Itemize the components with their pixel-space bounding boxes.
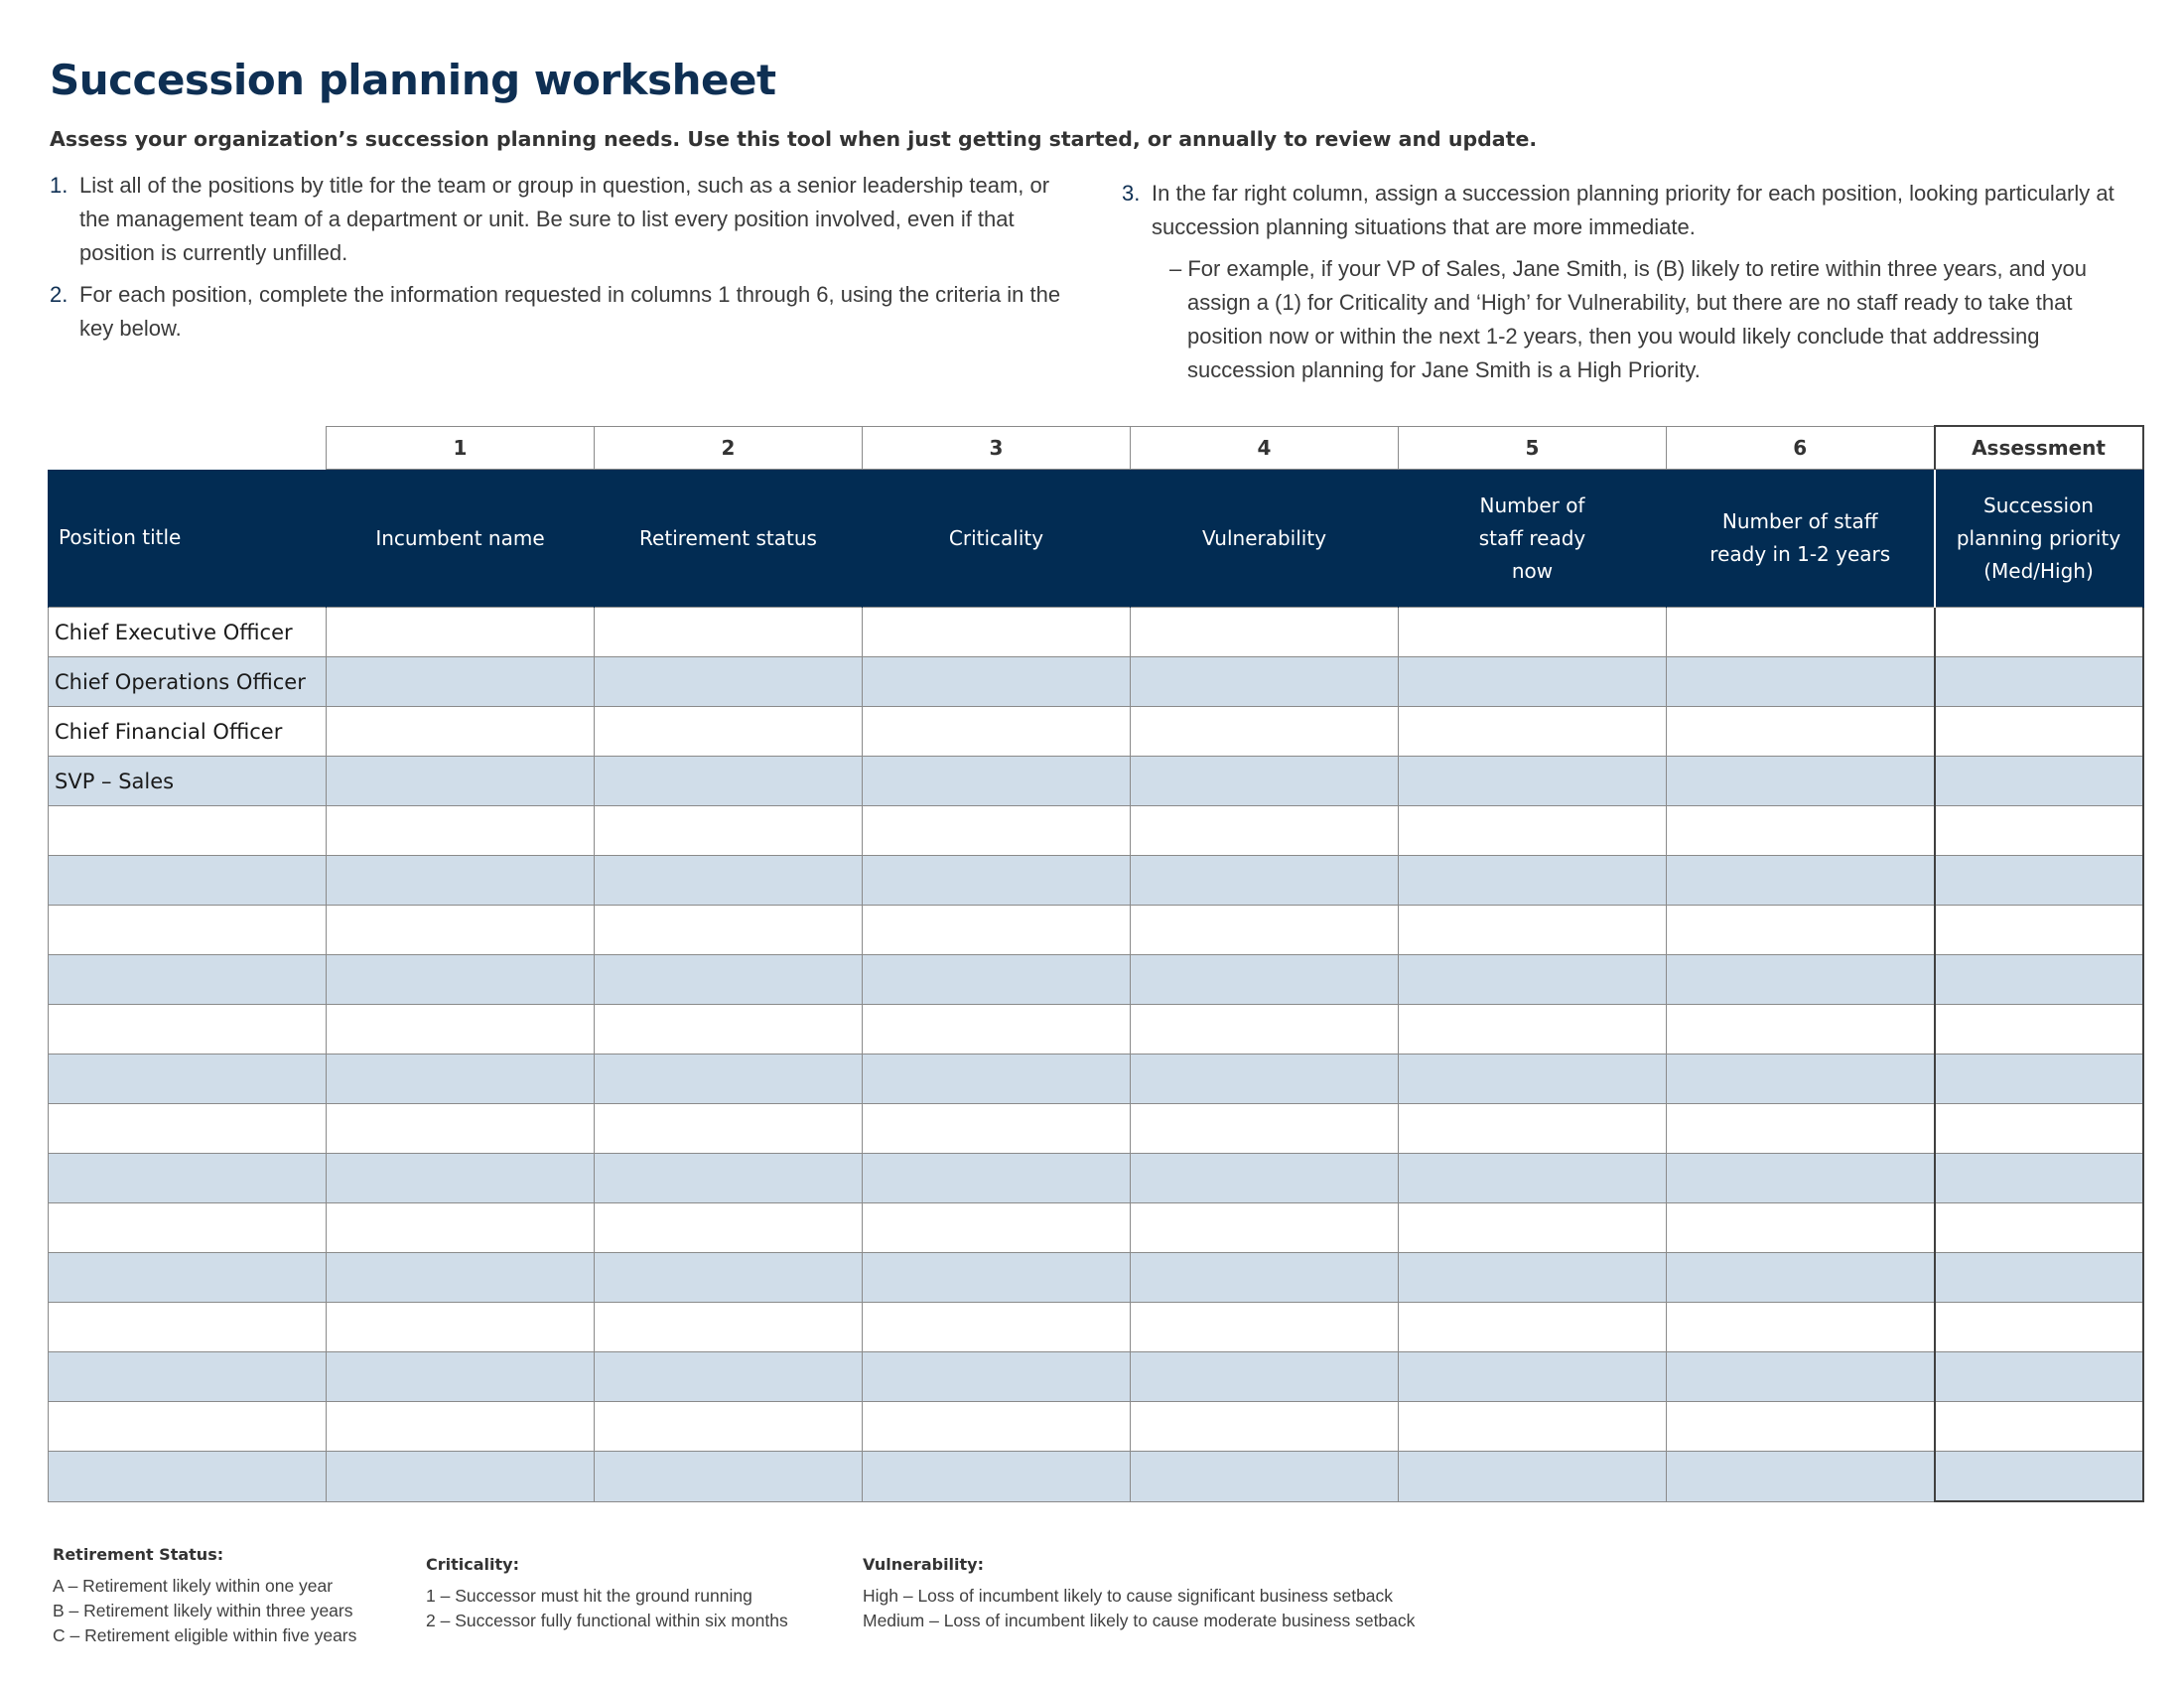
entry-cell[interactable] xyxy=(595,757,863,806)
entry-cell[interactable] xyxy=(327,608,595,657)
entry-cell[interactable] xyxy=(327,757,595,806)
entry-cell[interactable] xyxy=(1667,657,1935,707)
entry-cell[interactable] xyxy=(327,1055,595,1104)
priority-cell[interactable] xyxy=(1935,1352,2143,1402)
key-item: B – Retirement likely within three years xyxy=(53,1601,353,1620)
table-row xyxy=(49,955,2143,1005)
table-row xyxy=(49,707,2143,757)
instruction-step-2 xyxy=(50,278,1072,346)
position-title-cell[interactable] xyxy=(49,1154,327,1203)
entry-cell[interactable] xyxy=(1667,1303,1935,1352)
key-item: 2 – Successor fully functional within six months xyxy=(426,1611,788,1630)
entry-cell[interactable] xyxy=(863,906,1131,955)
entry-cell[interactable] xyxy=(1667,1452,1935,1502)
step-number: 2. xyxy=(50,282,68,307)
table-row xyxy=(49,1303,2143,1352)
table-row xyxy=(49,1452,2143,1502)
entry-cell[interactable] xyxy=(863,1452,1131,1502)
table-row xyxy=(49,657,2143,707)
entry-cell[interactable] xyxy=(327,856,595,906)
entry-cell[interactable] xyxy=(863,856,1131,906)
entry-cell[interactable] xyxy=(863,1104,1131,1154)
header-row xyxy=(49,470,2143,608)
instruction-step-1 xyxy=(50,169,1072,270)
entry-cell[interactable] xyxy=(1667,757,1935,806)
header-vulnerability: Vulnerability xyxy=(1131,470,1399,608)
entry-cell[interactable] xyxy=(595,955,863,1005)
entry-cell[interactable] xyxy=(1131,1253,1399,1303)
table-row xyxy=(49,1055,2143,1104)
key-vulnerability xyxy=(863,1555,1415,1633)
position-title-cell[interactable]: SVP – Sales xyxy=(49,757,327,806)
entry-cell[interactable] xyxy=(327,1154,595,1203)
column-number-row xyxy=(49,426,2143,470)
entry-cell[interactable] xyxy=(863,1352,1131,1402)
page-subtitle: Assess your organization’s succession planning needs. Use this tool when just getting started, or annually to review and update. xyxy=(50,127,1538,151)
position-title-cell[interactable] xyxy=(49,806,327,856)
entry-cell[interactable] xyxy=(1399,757,1667,806)
entry-cell[interactable] xyxy=(327,1402,595,1452)
key-retirement-status xyxy=(53,1545,356,1648)
priority-cell[interactable] xyxy=(1935,1104,2143,1154)
entry-cell[interactable] xyxy=(1399,608,1667,657)
position-title-cell[interactable] xyxy=(49,906,327,955)
entry-cell[interactable] xyxy=(1131,1104,1399,1154)
header-retirement-status: Retirement status xyxy=(595,470,863,608)
entry-cell[interactable] xyxy=(595,1402,863,1452)
position-title-cell[interactable] xyxy=(49,1452,327,1502)
priority-cell[interactable] xyxy=(1935,1154,2143,1203)
priority-cell[interactable] xyxy=(1935,707,2143,757)
entry-cell[interactable] xyxy=(1667,1154,1935,1203)
key-item: High – Loss of incumbent likely to cause significant business setback xyxy=(863,1586,1394,1606)
header-succession-priority-text: Succession planning priority (Med/High) xyxy=(1956,492,2121,583)
entry-cell[interactable] xyxy=(1667,955,1935,1005)
table-row xyxy=(49,856,2143,906)
entry-cell[interactable] xyxy=(595,608,863,657)
priority-cell[interactable] xyxy=(1935,906,2143,955)
position-title-cell[interactable] xyxy=(49,1352,327,1402)
header-criticality: Criticality xyxy=(863,470,1131,608)
entry-cell[interactable] xyxy=(595,707,863,757)
position-title-cell[interactable] xyxy=(49,1203,327,1253)
entry-cell[interactable] xyxy=(1131,1303,1399,1352)
key-heading: Vulnerability: xyxy=(863,1555,984,1574)
entry-cell[interactable] xyxy=(327,955,595,1005)
entry-cell[interactable] xyxy=(1399,1253,1667,1303)
entry-cell[interactable] xyxy=(327,1253,595,1303)
entry-cell[interactable] xyxy=(1399,1402,1667,1452)
priority-cell[interactable] xyxy=(1935,1402,2143,1452)
header-incumbent-name: Incumbent name xyxy=(327,470,595,608)
entry-cell[interactable] xyxy=(863,1005,1131,1055)
priority-cell[interactable] xyxy=(1935,806,2143,856)
succession-table xyxy=(48,425,2144,1502)
entry-cell[interactable] xyxy=(1131,806,1399,856)
priority-cell[interactable] xyxy=(1935,856,2143,906)
priority-cell[interactable] xyxy=(1935,757,2143,806)
entry-cell[interactable] xyxy=(1399,955,1667,1005)
entry-cell[interactable] xyxy=(1667,1203,1935,1253)
entry-cell[interactable] xyxy=(327,1005,595,1055)
column-number-4: 4 xyxy=(1131,426,1399,470)
entry-cell[interactable] xyxy=(863,1055,1131,1104)
entry-cell[interactable] xyxy=(327,906,595,955)
table-row xyxy=(49,1203,2143,1253)
entry-cell[interactable] xyxy=(327,1452,595,1502)
position-title-cell[interactable] xyxy=(49,955,327,1005)
entry-cell[interactable] xyxy=(1399,1154,1667,1203)
entry-cell[interactable] xyxy=(1667,1352,1935,1402)
table-row xyxy=(49,608,2143,657)
entry-cell[interactable] xyxy=(595,1352,863,1402)
entry-cell[interactable] xyxy=(863,1154,1131,1203)
entry-cell[interactable] xyxy=(1667,1253,1935,1303)
priority-cell[interactable] xyxy=(1935,1055,2143,1104)
entry-cell[interactable] xyxy=(1131,906,1399,955)
entry-cell[interactable] xyxy=(863,757,1131,806)
step-text: List all of the positions by title for the team or group in question, such as a senior leadership team, or the management team of a department or unit. Be sure to list every position involved, even if that position is currently unfilled. xyxy=(79,173,1050,265)
entry-cell[interactable] xyxy=(1131,1154,1399,1203)
entry-cell[interactable] xyxy=(1399,657,1667,707)
position-title-cell[interactable] xyxy=(49,856,327,906)
entry-cell[interactable] xyxy=(1131,1402,1399,1452)
key-heading: Retirement Status: xyxy=(53,1545,224,1564)
priority-cell[interactable] xyxy=(1935,1452,2143,1502)
priority-cell[interactable] xyxy=(1935,1253,2143,1303)
header-staff-ready-now xyxy=(1399,470,1667,608)
instructions-left xyxy=(50,169,1072,353)
entry-cell[interactable] xyxy=(595,1253,863,1303)
entry-cell[interactable] xyxy=(595,806,863,856)
table-row xyxy=(49,1352,2143,1402)
entry-cell[interactable] xyxy=(1131,1352,1399,1402)
entry-cell[interactable] xyxy=(595,1303,863,1352)
entry-cell[interactable] xyxy=(595,906,863,955)
position-title-cell[interactable] xyxy=(49,1005,327,1055)
entry-cell[interactable] xyxy=(1131,1203,1399,1253)
entry-cell[interactable] xyxy=(1667,707,1935,757)
key-item: C – Retirement eligible within five years xyxy=(53,1625,357,1645)
priority-cell[interactable] xyxy=(1935,657,2143,707)
entry-cell[interactable] xyxy=(595,1154,863,1203)
entry-cell[interactable] xyxy=(1667,856,1935,906)
position-title-cell[interactable] xyxy=(49,1055,327,1104)
table-body xyxy=(49,608,2143,1502)
key-heading: Criticality: xyxy=(426,1555,519,1574)
table-row xyxy=(49,1104,2143,1154)
entry-cell[interactable] xyxy=(863,955,1131,1005)
entry-cell[interactable] xyxy=(1667,806,1935,856)
position-title-cell[interactable]: Chief Executive Officer xyxy=(49,608,327,657)
entry-cell[interactable] xyxy=(1399,1055,1667,1104)
step-text: For each position, complete the information requested in columns 1 through 6, using the criteria in the key below. xyxy=(79,282,1061,341)
entry-cell[interactable] xyxy=(863,1402,1131,1452)
assessment-label: Assessment xyxy=(1935,426,2143,470)
entry-cell[interactable] xyxy=(863,608,1131,657)
entry-cell[interactable] xyxy=(863,806,1131,856)
entry-cell[interactable] xyxy=(327,806,595,856)
entry-cell[interactable] xyxy=(1131,757,1399,806)
entry-cell[interactable] xyxy=(1131,1005,1399,1055)
key-criticality xyxy=(426,1555,788,1633)
entry-cell[interactable] xyxy=(327,1352,595,1402)
entry-cell[interactable] xyxy=(1399,707,1667,757)
entry-cell[interactable] xyxy=(595,1452,863,1502)
entry-cell[interactable] xyxy=(1399,856,1667,906)
entry-cell[interactable] xyxy=(1667,1402,1935,1452)
step-number: 3. xyxy=(1122,181,1141,206)
column-number-5: 5 xyxy=(1399,426,1667,470)
column-number-6: 6 xyxy=(1667,426,1935,470)
entry-cell[interactable] xyxy=(595,1055,863,1104)
entry-cell[interactable] xyxy=(1399,1303,1667,1352)
step-number: 1. xyxy=(50,173,68,198)
header-position-title: Position title xyxy=(49,470,327,608)
entry-cell[interactable] xyxy=(1399,906,1667,955)
step-text: In the far right column, assign a succession planning priority for each position, looking particularly at succession planning situations that are more immediate. xyxy=(1152,181,2115,239)
entry-cell[interactable] xyxy=(1399,1352,1667,1402)
table-row xyxy=(49,806,2143,856)
entry-cell[interactable] xyxy=(1399,806,1667,856)
entry-cell[interactable] xyxy=(327,1303,595,1352)
entry-cell[interactable] xyxy=(1399,1203,1667,1253)
key-item: Medium – Loss of incumbent likely to cause moderate business setback xyxy=(863,1611,1416,1630)
entry-cell[interactable] xyxy=(327,1203,595,1253)
entry-cell[interactable] xyxy=(863,1303,1131,1352)
entry-cell[interactable] xyxy=(1131,608,1399,657)
entry-cell[interactable] xyxy=(863,1203,1131,1253)
key-item: 1 – Successor must hit the ground running xyxy=(426,1586,752,1606)
header-succession-priority xyxy=(1935,470,2143,608)
position-title-cell[interactable] xyxy=(49,1253,327,1303)
header-staff-ready-1-2-years xyxy=(1667,470,1935,608)
position-title-cell[interactable] xyxy=(49,1303,327,1352)
position-title-cell[interactable] xyxy=(49,1104,327,1154)
entry-cell[interactable] xyxy=(595,1203,863,1253)
entry-cell[interactable] xyxy=(1399,1452,1667,1502)
entry-cell[interactable] xyxy=(595,1104,863,1154)
column-number-3: 3 xyxy=(863,426,1131,470)
entry-cell[interactable] xyxy=(327,1104,595,1154)
position-title-cell[interactable]: Chief Operations Officer xyxy=(49,657,327,707)
entry-cell[interactable] xyxy=(863,707,1131,757)
table-row xyxy=(49,757,2143,806)
table-row xyxy=(49,1154,2143,1203)
entry-cell[interactable] xyxy=(863,1253,1131,1303)
page-title: Succession planning worksheet xyxy=(50,56,776,104)
table-row xyxy=(49,1402,2143,1452)
table-row xyxy=(49,1253,2143,1303)
instructions-right xyxy=(1122,177,2115,387)
entry-cell[interactable] xyxy=(595,657,863,707)
table-row xyxy=(49,1005,2143,1055)
instruction-example: – For example, if your VP of Sales, Jane Smith, is (B) likely to retire within three years, and you assign a (1) for Criticality and ‘High’ for Vulnerability, but there are no staff ready to take that position now or within the next 1-2 years, then you would likely conclude that addressing succession planning for Jane Smith is a High Priority. xyxy=(1169,256,2087,382)
column-number-2: 2 xyxy=(595,426,863,470)
priority-cell[interactable] xyxy=(1935,1005,2143,1055)
position-title-cell[interactable] xyxy=(49,1402,327,1452)
entry-cell[interactable] xyxy=(1667,1055,1935,1104)
entry-cell[interactable] xyxy=(327,707,595,757)
entry-cell[interactable] xyxy=(863,657,1131,707)
entry-cell[interactable] xyxy=(1667,608,1935,657)
entry-cell[interactable] xyxy=(1131,707,1399,757)
entry-cell[interactable] xyxy=(327,657,595,707)
entry-cell[interactable] xyxy=(1131,856,1399,906)
header-staff-ready-1-2-years-text: Number of staff ready in 1-2 years xyxy=(1709,509,1891,566)
blank-corner xyxy=(49,426,327,470)
entry-cell[interactable] xyxy=(595,1005,863,1055)
column-number-1: 1 xyxy=(327,426,595,470)
instruction-step-3 xyxy=(1122,177,2115,244)
entry-cell[interactable] xyxy=(1399,1104,1667,1154)
entry-cell[interactable] xyxy=(1667,906,1935,955)
table-row xyxy=(49,906,2143,955)
entry-cell[interactable] xyxy=(1667,1005,1935,1055)
entry-cell[interactable] xyxy=(1131,657,1399,707)
entry-cell[interactable] xyxy=(1131,955,1399,1005)
priority-cell[interactable] xyxy=(1935,1303,2143,1352)
entry-cell[interactable] xyxy=(1131,1452,1399,1502)
header-staff-ready-now-text: Number of staff ready now xyxy=(1478,492,1586,583)
entry-cell[interactable] xyxy=(595,856,863,906)
entry-cell[interactable] xyxy=(1131,1055,1399,1104)
priority-cell[interactable] xyxy=(1935,608,2143,657)
key-item: A – Retirement likely within one year xyxy=(53,1576,334,1596)
position-title-cell[interactable]: Chief Financial Officer xyxy=(49,707,327,757)
priority-cell[interactable] xyxy=(1935,955,2143,1005)
priority-cell[interactable] xyxy=(1935,1203,2143,1253)
entry-cell[interactable] xyxy=(1399,1005,1667,1055)
entry-cell[interactable] xyxy=(1667,1104,1935,1154)
